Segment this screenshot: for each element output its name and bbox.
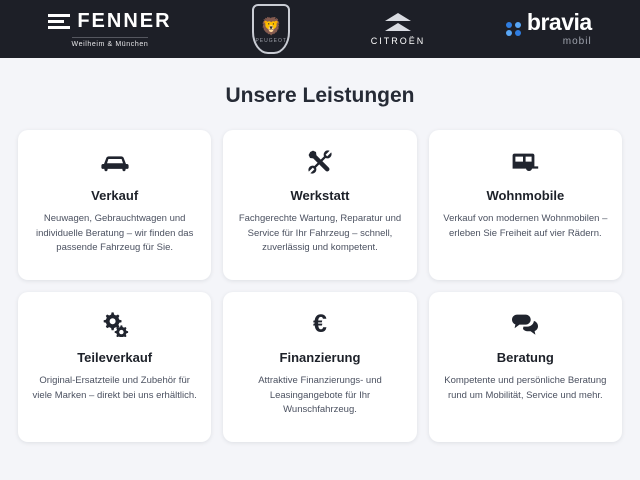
service-card-title: Verkauf (91, 188, 139, 203)
service-card-beratung[interactable] (429, 292, 622, 442)
caravan-icon (510, 148, 540, 176)
peugeot-lion-icon: 🦁 PEUGEOT (252, 4, 290, 54)
service-card-title: Finanzierung (279, 350, 361, 365)
citroen-chevrons-icon (385, 13, 411, 31)
tools-icon (307, 148, 333, 176)
brand-logo-bravia[interactable] (506, 11, 592, 47)
page-title: Unsere Leistungen (225, 84, 415, 107)
service-card-werkstatt[interactable] (223, 130, 416, 280)
brand-logo-peugeot[interactable] (252, 4, 290, 54)
peugeot-wordmark: PEUGEOT (255, 38, 287, 44)
fenner-wordmark: FENNER (77, 10, 172, 32)
fenner-subtitle: Weilheim & München (72, 37, 149, 48)
brand-logo-fenner[interactable] (48, 10, 171, 48)
brand-header-bar (0, 0, 640, 58)
service-card-text: Neuwagen, Gebrauchtwagen und individuelle Beratung – wir finden das passende Fahrzeug für Sie. (35, 213, 194, 254)
service-card-text: Verkauf von modernen Wohnmobilen – erleben Sie Freiheit auf vier Rädern. (443, 213, 608, 239)
brand-logo-citroen[interactable] (371, 13, 426, 46)
service-card-title: Teileverkauf (77, 350, 153, 365)
service-card-finanzierung[interactable] (223, 292, 416, 442)
chat-bubbles-icon (510, 310, 540, 338)
service-card-title: Beratung (496, 350, 554, 365)
service-card-text: Fachgerechte Wartung, Reparatur und Service für Ihr Fahrzeug – schnell, zuverlässig und kompetent. (238, 213, 402, 254)
services-section (0, 58, 640, 442)
citroen-wordmark: CITROËN (370, 35, 426, 46)
service-card-wohnmobile[interactable] (429, 130, 622, 280)
service-card-title: Werkstatt (290, 188, 350, 203)
car-icon (100, 148, 130, 176)
gears-icon (101, 310, 129, 338)
service-card-text: Attraktive Finanzierungs- und Leasingangebote für Ihr Wunschfahrzeug. (258, 375, 382, 416)
euro-icon: € (313, 309, 327, 338)
service-card-text: Original-Ersatzteile und Zubehör für viele Marken – direkt bei uns erhältlich. (32, 375, 197, 401)
service-card-teileverkauf[interactable] (18, 292, 211, 442)
services-card-grid (10, 130, 630, 442)
bravia-subtitle: mobil (562, 36, 592, 47)
service-card-title: Wohnmobile (486, 188, 565, 203)
bravia-dots-icon (506, 22, 522, 36)
service-card-verkauf[interactable] (18, 130, 211, 280)
bravia-wordmark: bravia (526, 9, 592, 35)
fenner-bars-icon (48, 14, 70, 29)
service-card-text: Kompetente und persönliche Beratung rund um Mobilität, Service und mehr. (444, 375, 607, 401)
